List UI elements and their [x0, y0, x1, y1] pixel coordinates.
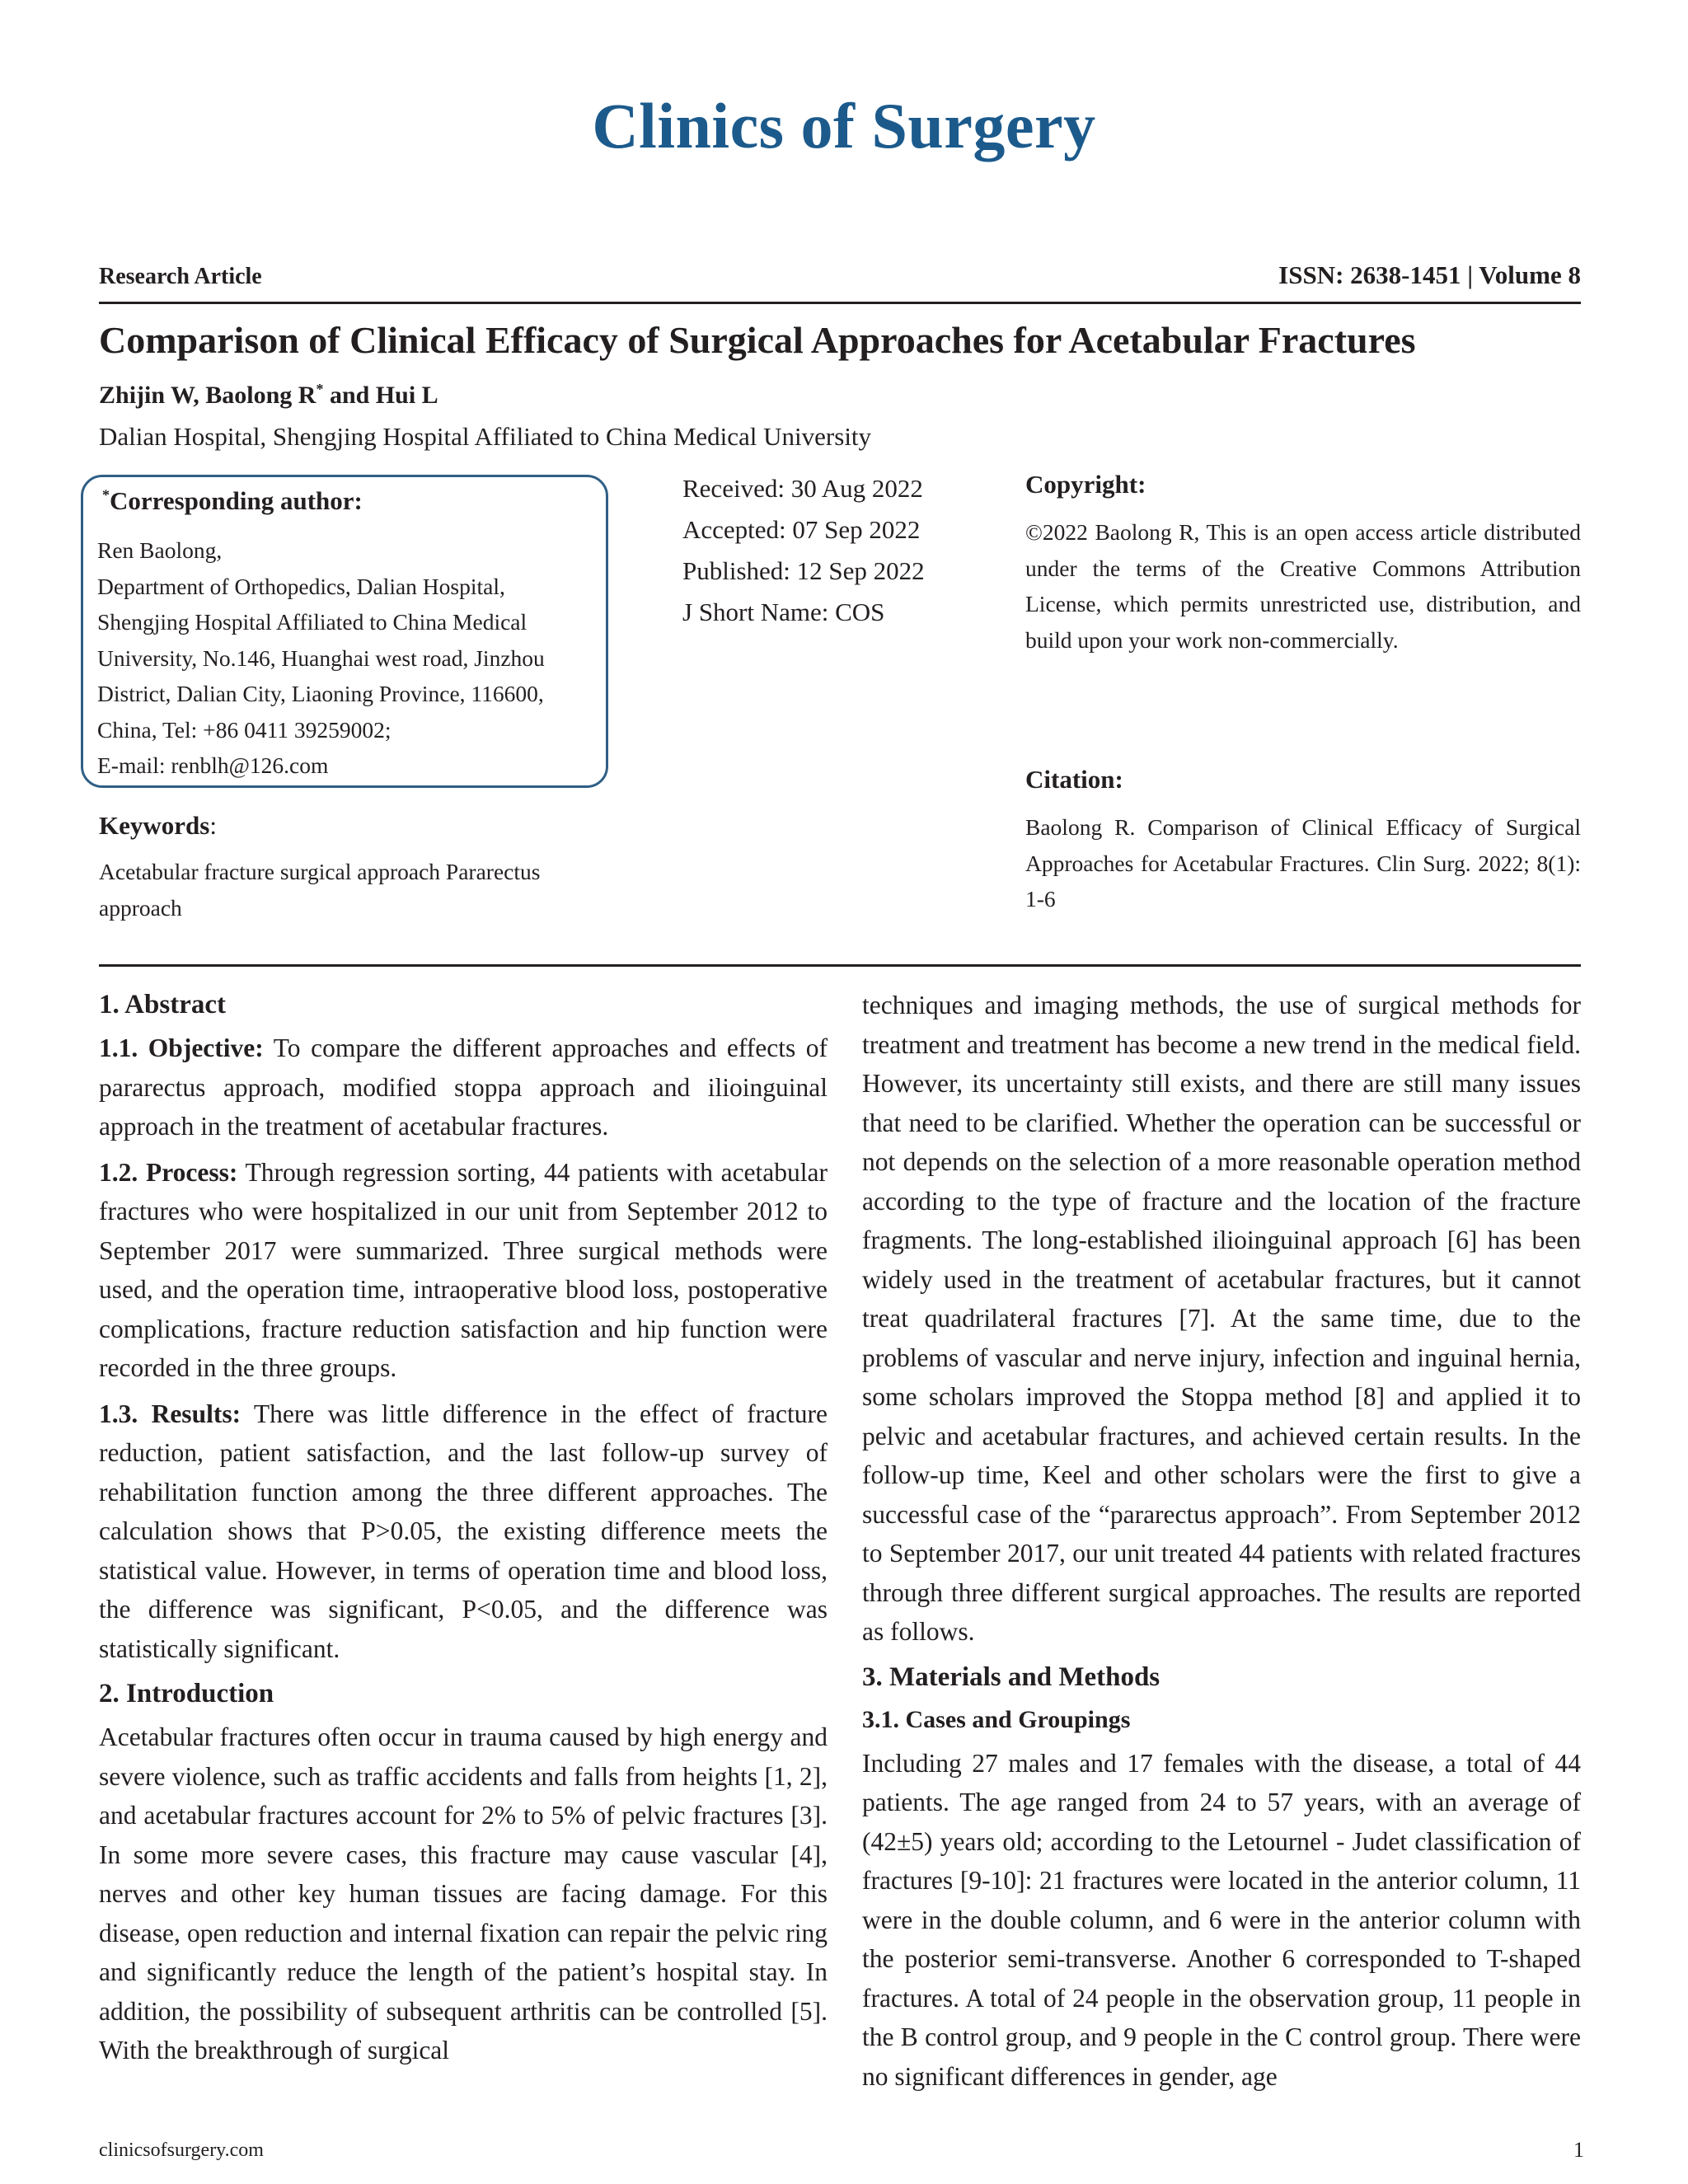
copyright-text: ©2022 Baolong R, This is an open access article distributed under the terms of the Creative Commons Attribution License, which permits unrestricted use, distribution, and build upon your work non-commercially.	[1025, 519, 1581, 653]
abstract-objective: 1.1. Objective: To compare the different approaches and effects of pararectus approach, modified stoppa approach and ilioinguinal approach in the treatment of acetabular fractures.	[99, 1033, 828, 1141]
received-date: Received: 30 Aug 2022	[682, 474, 923, 503]
cases-groupings-heading: 3.1. Cases and Groupings	[862, 1705, 1131, 1733]
published-date: Published: 12 Sep 2022	[682, 556, 925, 585]
methods-heading: 3. Materials and Methods	[862, 1661, 1160, 1692]
affiliation: Dalian Hospital, Shengjing Hospital Affiliated to China Medical University	[99, 422, 872, 451]
article-title: Comparison of Clinical Efficacy of Surgical Approaches for Acetabular Fractures	[99, 319, 1416, 361]
introduction-text-right: techniques and imaging methods, the use of surgical methods for treatment and treatment has become a new trend in the medical field. However, its uncertainty still exists, and there are still many issues that need to be clarified. Whether the operation can be successful or not depends on the selection of a more reasonable operation method according to the type of fracture and the location of the fracture fragments. The long-established ilioinguinal approach [6] has been widely used in the treatment of acetabular fractures, but it cannot treat quadrilateral fractures [7]. At the same time, due to the problems of vascular and nerve injury, infection and inguinal hernia, some scholars improved the Stoppa method [8] and applied it to pelvic and acetabular fractures, and achieved certain results. In the follow-up time, Keel and other scholars were the first to give a successful case of the “pararectus approach”. From September 2012 to September 2017, our unit treated 44 patients with related fractures through three different surgical approaches. The results are reported as follows.	[862, 991, 1581, 1646]
page-number: 1	[1573, 2138, 1584, 2162]
authors-main: Zhijin W, Baolong R	[99, 382, 316, 409]
section-rule	[99, 964, 1581, 967]
introduction-heading: 2. Introduction	[99, 1679, 274, 1708]
short-name: J Short Name: COS	[682, 598, 885, 626]
abstract-process: 1.2. Process: Through regression sorting, 44 patients with acetabular fractures who were hospitalized in our unit from September 2012 to September 2017 were summarized. Three surgical methods were used, and the operation time, intraoperative blood loss, postoperative complications, fracture reduction satisfaction and hip function were recorded in the three groups.	[99, 1157, 828, 1382]
issn-volume: ISSN: 2638-1451 | Volume 8	[1278, 260, 1581, 289]
corresponding-author-heading: *Corresponding author:	[102, 486, 363, 515]
abstract-results: 1.3. Results: There was little difference in the effect of fracture reduction, patient satisfaction, and the last follow-up survey of rehabilitation function among the three different approaches. The calculation shows that P>0.05, the existing difference meets the statistical value. However, in terms of operation time and blood loss, the difference was significant, P<0.05, and the difference was statistically significant.	[99, 1399, 828, 1663]
dates-block	[682, 468, 925, 633]
article-type: Research Article	[99, 264, 262, 289]
citation-heading: Citation:	[1025, 765, 1123, 794]
header-rule	[99, 302, 1581, 304]
author-mark: *	[316, 381, 324, 397]
keywords-heading: Keywords:	[99, 811, 217, 840]
left-column	[99, 986, 828, 2077]
accepted-date: Accepted: 07 Sep 2022	[682, 515, 921, 544]
corresponding-mark: *	[102, 486, 110, 504]
authors	[99, 381, 438, 410]
abstract-heading: 1. Abstract	[99, 990, 226, 1019]
copyright-heading: Copyright:	[1025, 470, 1146, 499]
authors-rest: and Hui L	[323, 382, 438, 409]
footer-site: clinicsofsurgery.com	[99, 2139, 264, 2161]
journal-title: Clinics of Surgery	[592, 90, 1096, 162]
introduction-text-left: Acetabular fractures often occur in trauma caused by high energy and severe violence, such as traffic accidents and falls from heights [1, 2], and acetabular fractures account for 2% to 5% of pelvic fractures [3]. In some more severe cases, this fracture may cause vascular [4], nerves and other key human tissues are facing damage. For this disease, open reduction and internal fixation can repair the pelvic ring and significantly reduce the length of the patient’s hospital stay. In addition, the possibility of subsequent arthritis can be controlled [5]. With the breakthrough of surgical	[99, 1722, 828, 2064]
keywords-text: Acetabular fracture surgical approach Pararectus approach	[99, 859, 541, 921]
corresponding-author-details: Ren Baolong, Department of Orthopedics, Dalian Hospital, Shengjing Hospital Affiliated to China Medical University, No.146, Huanghai west road, Jinzhou District, Dalian City, Liaoning Province, 116600, China, Tel: +86 0411 39259002; E-mail: renblh@126.com	[97, 537, 545, 778]
right-column	[862, 986, 1581, 2102]
citation-text: Baolong R. Comparison of Clinical Efficacy of Surgical Approaches for Acetabular Fractures. Clin Surg. 2022; 8(1): 1-6	[1025, 814, 1581, 912]
methods-text: Including 27 males and 17 females with the disease, a total of 44 patients. The age ranged from 24 to 57 years, with an average of (42±5) years old; according to the Letournel - Judet classification of fractures [9-10]: 21 fractures were located in the anterior column, 11 were in the double column, and 6 were in the anterior column with the posterior semi-transverse. Another 6 corresponded to T-shaped fractures. A total of 24 people in the observation group, 11 people in the B control group, and 9 people in the C control group. There were no significant differences in gender, age	[862, 1748, 1581, 2091]
